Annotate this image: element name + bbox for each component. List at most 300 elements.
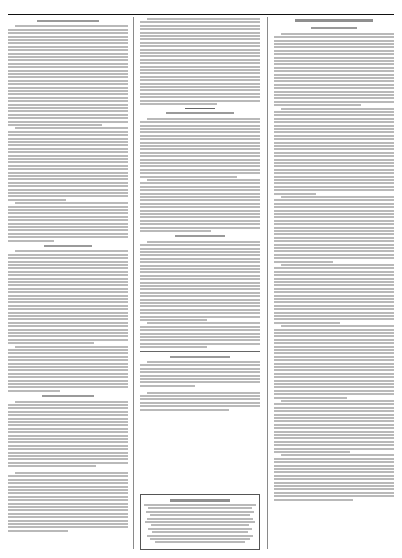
text-line (8, 97, 128, 99)
text-line (140, 203, 260, 205)
text-line (274, 335, 394, 337)
text-line (274, 125, 394, 127)
text-line (274, 288, 394, 290)
text-line (274, 135, 394, 137)
text-line (274, 301, 394, 303)
text-line (140, 72, 260, 74)
text-line (274, 145, 394, 147)
advertisement-line (148, 507, 252, 509)
text-line (8, 523, 128, 525)
text-line (8, 445, 128, 447)
text-line (140, 189, 260, 191)
text-line (274, 342, 394, 344)
text-line (295, 19, 373, 22)
text-line (8, 212, 128, 214)
text-line (274, 437, 394, 439)
text-line (140, 326, 260, 328)
text-line (274, 213, 394, 215)
text-line (8, 516, 128, 518)
text-line (274, 223, 394, 225)
text-line (8, 83, 128, 85)
text-line (274, 410, 394, 412)
text-line (274, 492, 394, 494)
text-line (8, 499, 128, 501)
text-line (147, 118, 260, 120)
text-line (274, 203, 394, 205)
text-line (274, 427, 394, 429)
text-line (140, 385, 195, 387)
text-line (8, 380, 128, 382)
text-line (8, 151, 128, 153)
text-line (140, 172, 260, 174)
text-line (8, 192, 128, 194)
text-line (140, 275, 260, 277)
text-line (8, 107, 128, 109)
text-column-middle (140, 18, 260, 554)
text-line (8, 267, 128, 269)
text-line (274, 390, 394, 392)
text-line (8, 49, 128, 51)
text-line (140, 42, 260, 44)
text-line (8, 271, 128, 273)
text-line (274, 77, 394, 79)
text-line (274, 216, 394, 218)
text-line (274, 189, 394, 191)
text-line (8, 264, 128, 266)
text-line (8, 189, 128, 191)
text-line (140, 398, 260, 400)
text-line (8, 93, 128, 95)
text-line (140, 220, 260, 222)
text-line (274, 315, 394, 317)
text-line (140, 35, 260, 37)
text-line (8, 131, 128, 133)
text-line (140, 52, 260, 54)
text-line (274, 461, 394, 463)
text-line (274, 403, 394, 405)
text-line (8, 223, 128, 225)
text-line (274, 70, 394, 72)
text-line (8, 144, 128, 146)
text-line (140, 285, 260, 287)
text-line (8, 209, 128, 211)
text-line (140, 336, 260, 338)
text-line (274, 465, 394, 467)
text-line (140, 295, 260, 297)
text-line (8, 53, 128, 55)
newspaper-title (110, 3, 290, 11)
text-line (8, 161, 128, 163)
text-line (140, 378, 260, 380)
text-line (274, 318, 394, 320)
text-line (274, 169, 394, 171)
text-line (274, 114, 394, 116)
text-line (8, 305, 128, 307)
text-line (8, 182, 128, 184)
text-line (274, 179, 394, 181)
text-line (8, 369, 128, 371)
text-line (274, 91, 394, 93)
text-line (274, 50, 394, 52)
text-line (140, 89, 260, 91)
text-line (140, 254, 260, 256)
text-line (8, 291, 128, 293)
text-line (274, 488, 394, 490)
advertisement-line (170, 499, 230, 502)
text-line (274, 244, 394, 246)
text-line (8, 356, 128, 358)
text-line (274, 332, 394, 334)
text-line (8, 178, 128, 180)
text-line (140, 271, 260, 273)
text-line (140, 49, 260, 51)
text-line (8, 376, 128, 378)
text-line (140, 312, 260, 314)
text-line (140, 38, 260, 40)
text-line (281, 196, 394, 198)
text-line (8, 172, 128, 174)
text-line (274, 36, 394, 38)
text-line (8, 359, 128, 361)
text-line (8, 278, 128, 280)
text-line (274, 74, 394, 76)
text-line (8, 284, 128, 286)
advertisement-line (147, 535, 253, 537)
text-line (140, 371, 260, 373)
text-line (274, 176, 394, 178)
text-line (140, 21, 260, 23)
text-line (140, 142, 260, 144)
text-line (274, 220, 394, 222)
text-line (8, 216, 128, 218)
text-line (8, 366, 128, 368)
text-line (8, 301, 128, 303)
text-line (140, 210, 260, 212)
text-line (274, 495, 394, 497)
text-line (274, 383, 394, 385)
text-line (140, 368, 260, 370)
text-line (140, 282, 260, 284)
text-line (140, 55, 260, 57)
text-line (8, 80, 128, 82)
text-line (274, 118, 394, 120)
text-line (274, 448, 394, 450)
text-line (140, 251, 260, 253)
text-line (8, 475, 128, 477)
text-line (8, 479, 128, 481)
text-line (8, 195, 128, 197)
text-line (274, 142, 394, 144)
text-line (8, 335, 128, 337)
text-line (274, 186, 394, 188)
advertisement-line (146, 511, 254, 513)
text-line (140, 25, 260, 27)
text-line (8, 465, 96, 467)
text-line (147, 322, 260, 324)
text-line (140, 165, 260, 167)
text-line (166, 112, 233, 114)
column-text-block (8, 18, 128, 554)
text-line (8, 76, 128, 78)
text-line (140, 138, 260, 140)
text-line (140, 244, 260, 246)
text-line (274, 356, 394, 358)
text-line (140, 169, 260, 171)
text-line (8, 168, 128, 170)
text-line (8, 492, 128, 494)
text-line (274, 148, 394, 150)
text-line (8, 46, 128, 48)
text-line (8, 363, 128, 365)
text-line (8, 274, 128, 276)
text-line (8, 503, 128, 505)
text-line (140, 66, 260, 68)
text-line (8, 104, 128, 106)
text-line (140, 206, 260, 208)
text-line (140, 302, 260, 304)
text-line (15, 472, 128, 474)
text-line (274, 101, 394, 103)
text-line (274, 267, 394, 269)
text-line (274, 53, 394, 55)
text-line (140, 223, 260, 225)
text-line (8, 110, 128, 112)
issue-date (300, 3, 394, 11)
text-line (274, 230, 394, 232)
text-line (274, 281, 394, 283)
text-line (8, 175, 128, 177)
text-line (8, 219, 128, 221)
text-line (140, 193, 260, 195)
text-line (274, 291, 394, 293)
text-line (8, 411, 128, 413)
text-line (8, 165, 128, 167)
text-line (274, 128, 394, 130)
column-text-block (274, 18, 394, 554)
text-line (274, 376, 394, 378)
text-line (274, 67, 394, 69)
text-line (140, 62, 260, 64)
advertisement-line (151, 524, 249, 526)
text-line (8, 486, 128, 488)
text-line (8, 530, 68, 532)
text-line (8, 438, 128, 440)
text-line (140, 258, 260, 260)
text-line (147, 18, 260, 20)
text-line (140, 162, 260, 164)
text-line (140, 103, 217, 105)
text-line (15, 346, 128, 348)
text-line (8, 90, 128, 92)
text-line (140, 28, 260, 30)
text-line (140, 402, 260, 404)
text-line (140, 268, 260, 270)
text-line (8, 318, 128, 320)
text-line (8, 121, 128, 123)
text-line (274, 468, 394, 470)
text-line (274, 247, 394, 249)
text-line (140, 333, 260, 335)
text-line (147, 179, 260, 181)
text-line (140, 128, 260, 130)
text-line (281, 400, 394, 402)
text-line (147, 241, 260, 243)
text-line (140, 292, 260, 294)
text-line (274, 240, 394, 242)
text-line (8, 390, 60, 392)
text-line (8, 349, 128, 351)
text-line (140, 405, 260, 407)
text-line (140, 176, 237, 178)
text-line (274, 237, 394, 239)
text-line (274, 257, 394, 259)
text-line (274, 250, 394, 252)
text-line (274, 366, 394, 368)
text-line (274, 131, 394, 133)
text-line (8, 407, 128, 409)
advertisement-line (150, 514, 250, 516)
text-line (8, 254, 128, 256)
text-line (274, 111, 394, 113)
text-line (274, 339, 394, 341)
text-line (8, 435, 128, 437)
text-line (274, 478, 394, 480)
text-line (140, 299, 260, 301)
text-line (140, 125, 260, 127)
section-rule (140, 351, 260, 352)
text-line (140, 100, 260, 102)
text-line (274, 346, 394, 348)
text-line (140, 86, 260, 88)
text-line (140, 199, 260, 201)
text-line (140, 375, 260, 377)
text-line (8, 489, 128, 491)
text-line (8, 42, 128, 44)
text-line (274, 43, 394, 45)
text-line (140, 230, 211, 232)
text-line (140, 227, 260, 229)
text-line (8, 236, 128, 238)
text-line (8, 155, 128, 157)
text-line (140, 339, 260, 341)
text-line (37, 20, 99, 22)
text-line (274, 152, 394, 154)
text-line (274, 359, 394, 361)
text-line (140, 409, 229, 411)
text-line (8, 229, 128, 231)
text-line (140, 93, 260, 95)
text-line (8, 339, 128, 341)
text-line (274, 155, 394, 157)
text-line (140, 346, 207, 348)
text-line (140, 288, 260, 290)
text-line (8, 462, 128, 464)
text-line (8, 281, 128, 283)
text-line (8, 261, 128, 263)
text-line (274, 397, 347, 399)
text-line (274, 210, 394, 212)
text-line (8, 441, 128, 443)
text-line (274, 94, 394, 96)
text-line (274, 444, 394, 446)
text-line (140, 186, 260, 188)
text-line (140, 278, 260, 280)
text-line (274, 298, 394, 300)
text-line (140, 309, 260, 311)
text-line (8, 506, 128, 508)
advertisement-line (147, 518, 253, 520)
text-line (281, 454, 394, 456)
text-line (140, 135, 260, 137)
text-line (274, 57, 394, 59)
text-line (8, 240, 54, 242)
text-line (274, 424, 394, 426)
text-line (274, 84, 394, 86)
text-line (8, 482, 128, 484)
text-line (147, 361, 260, 363)
text-line (140, 395, 260, 397)
text-line (274, 46, 394, 48)
text-line (274, 441, 394, 443)
text-line (274, 97, 394, 99)
text-line (140, 152, 260, 154)
text-line (8, 383, 128, 385)
text-line (8, 124, 102, 126)
text-line (140, 155, 260, 157)
text-line (274, 475, 394, 477)
text-line (274, 193, 316, 195)
text-line (8, 458, 128, 460)
text-line (274, 40, 394, 42)
text-line (15, 401, 128, 403)
text-line (274, 172, 394, 174)
text-line (140, 96, 260, 98)
text-line (274, 138, 394, 140)
text-line (8, 298, 128, 300)
text-line (140, 59, 260, 61)
section-rule (185, 108, 215, 109)
text-line (8, 414, 128, 416)
text-line (8, 520, 128, 522)
text-line (274, 499, 353, 501)
text-line (281, 33, 394, 35)
text-line (274, 87, 394, 89)
page-number (8, 3, 48, 11)
text-line (15, 127, 128, 129)
text-line (8, 315, 128, 317)
text-line (8, 496, 128, 498)
text-line (274, 386, 394, 388)
text-line (8, 257, 128, 259)
text-line (274, 295, 394, 297)
text-line (274, 434, 394, 436)
text-line (8, 418, 128, 420)
text-line (281, 264, 394, 266)
text-line (274, 206, 394, 208)
text-line (274, 482, 394, 484)
text-line (140, 305, 260, 307)
text-line (8, 404, 128, 406)
text-line (8, 199, 66, 201)
text-line (8, 185, 128, 187)
text-line (274, 349, 394, 351)
text-line (140, 316, 260, 318)
text-line (274, 63, 394, 65)
text-line (140, 248, 260, 250)
text-line (8, 455, 128, 457)
text-line (8, 114, 128, 116)
text-line (8, 424, 128, 426)
